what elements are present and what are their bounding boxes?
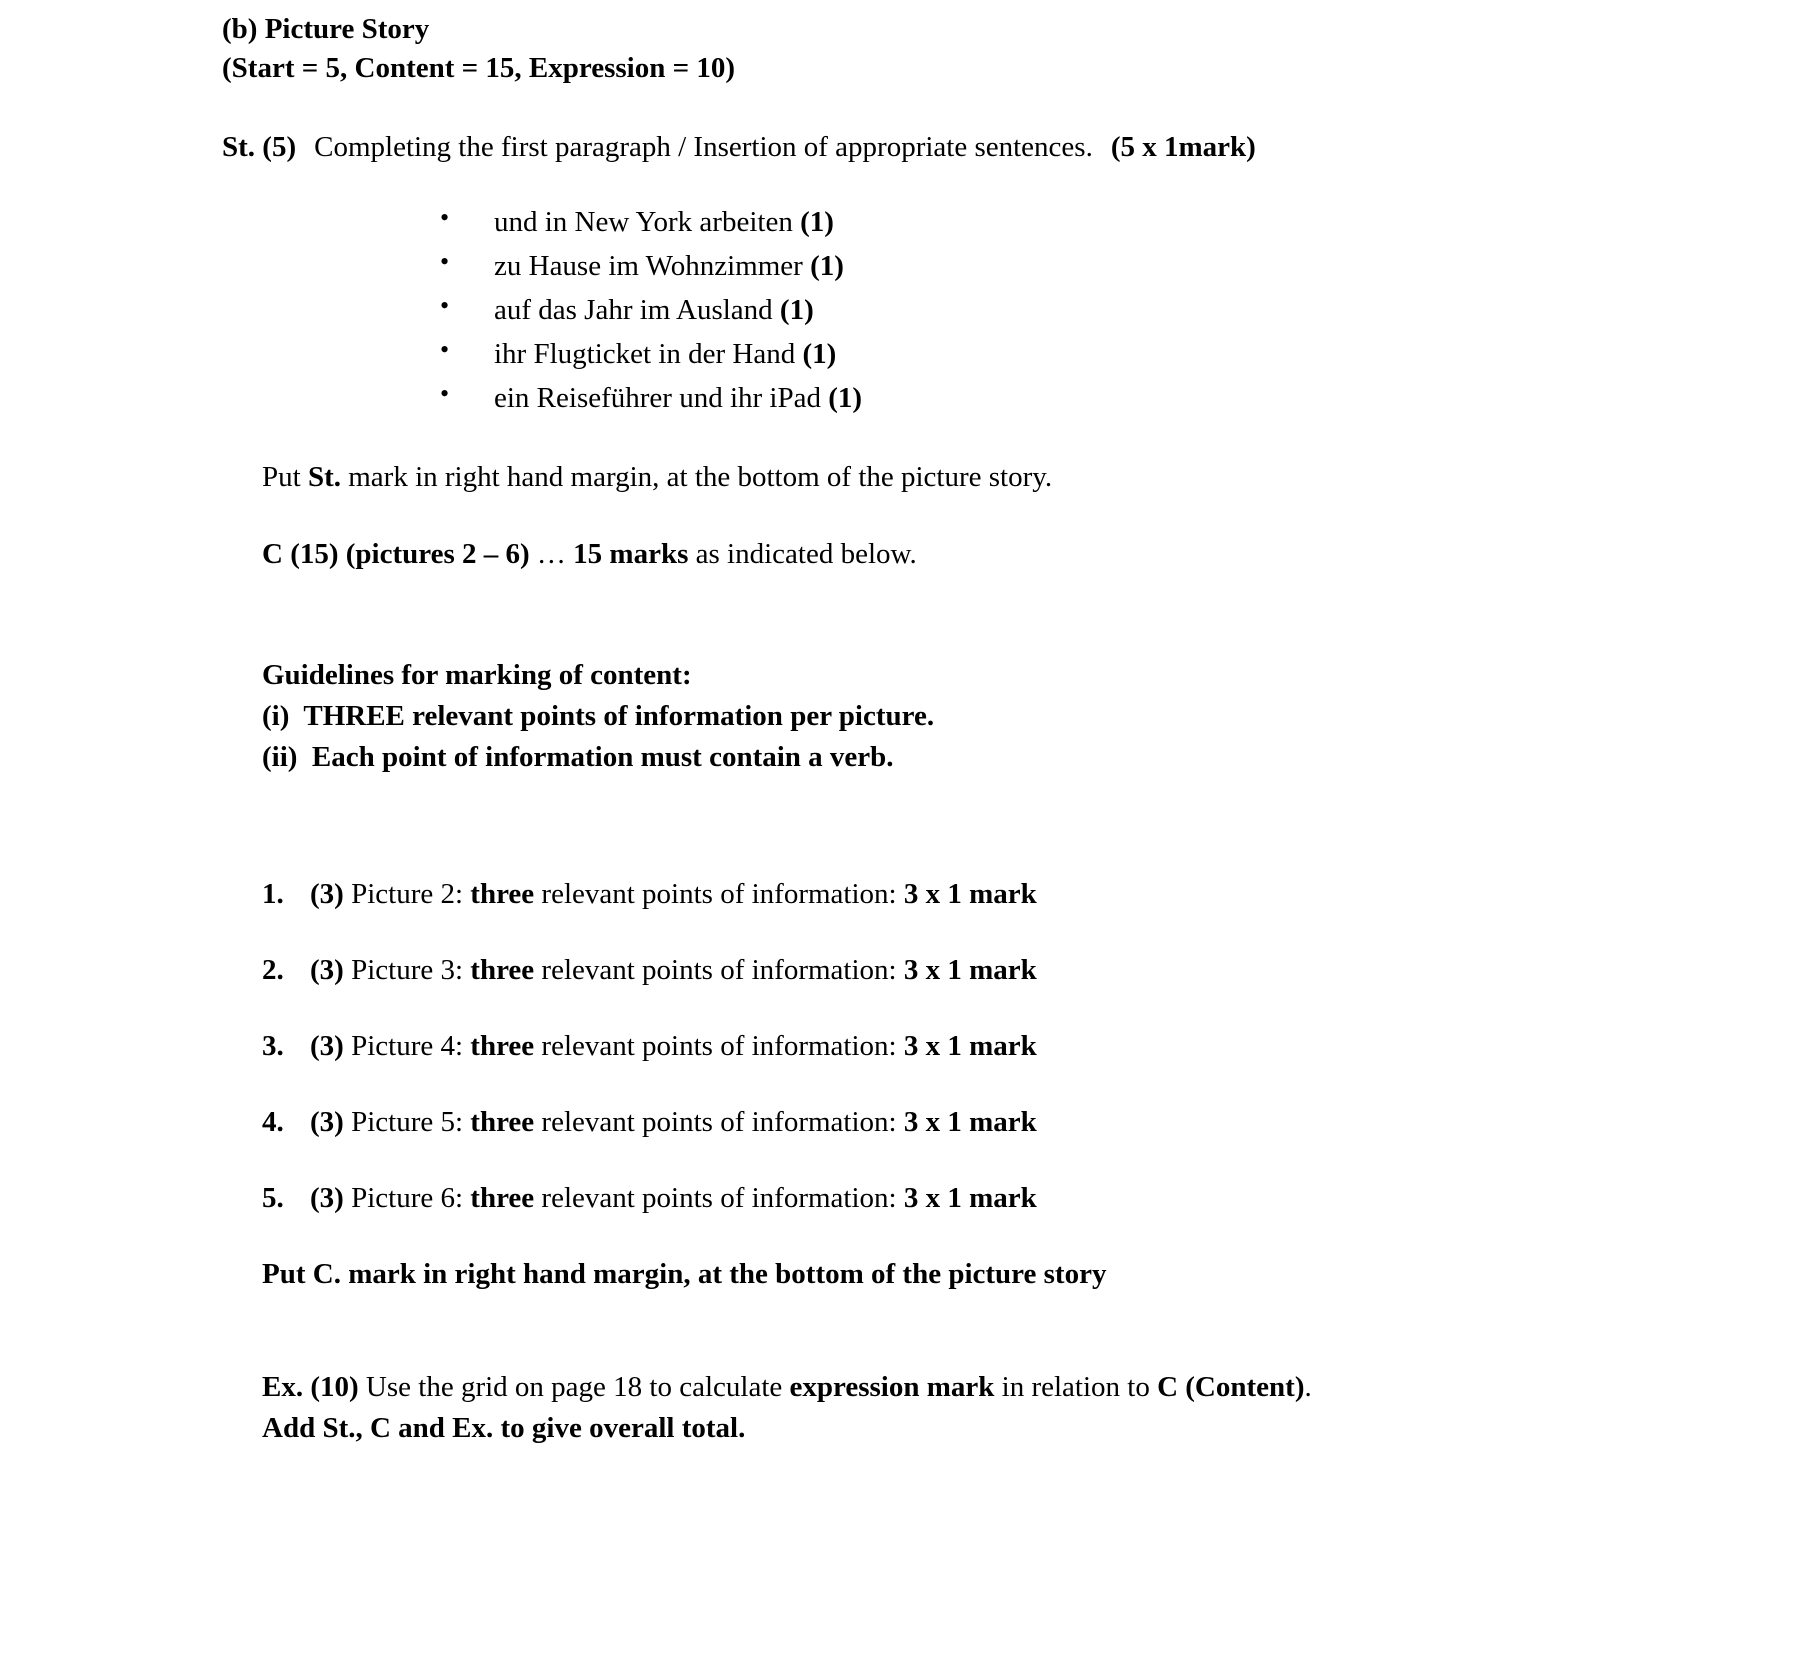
item-bold-word: three <box>470 1030 535 1063</box>
bullet-text: ein Reiseführer und ihr iPad <box>494 382 821 415</box>
item-middle: relevant points of information: <box>541 878 897 911</box>
item-bold-word: three <box>470 954 535 987</box>
item-number: 3. <box>262 1030 284 1063</box>
put-st-bold: St. <box>307 460 341 493</box>
item-picture: Picture 3: <box>351 954 464 987</box>
list-item <box>440 376 1818 420</box>
bullet-text: zu Hause im Wohnzimmer <box>494 250 803 283</box>
put-c-note: Put C. mark in right hand margin, at the bottom of the picture story <box>262 1258 1107 1291</box>
expression-block <box>262 1367 1818 1449</box>
bullet-text: ihr Flugticket in der Hand <box>494 338 796 371</box>
item-marks: (3) <box>310 878 344 911</box>
list-item <box>440 200 1818 244</box>
item-marks: (3) <box>310 1106 344 1139</box>
item-award: 3 x 1 mark <box>903 1030 1037 1063</box>
content-heading-line <box>262 538 1818 571</box>
expression-bold-2: C (Content) <box>1157 1371 1305 1404</box>
list-item <box>440 332 1818 376</box>
item-picture: Picture 2: <box>351 878 464 911</box>
item-award: 3 x 1 mark <box>903 1106 1037 1139</box>
guideline-item-2: (ii) Each point of information must contain a verb. <box>262 740 894 773</box>
list-item <box>262 878 1818 911</box>
item-bold-word: three <box>470 1106 535 1139</box>
list-item <box>262 1182 1818 1215</box>
content-points-list <box>0 878 1818 1215</box>
item-middle: relevant points of information: <box>541 954 897 987</box>
item-number: 1. <box>262 878 284 911</box>
content-heading-tail: as indicated below. <box>688 537 917 570</box>
bullet-text: auf das Jahr im Ausland <box>494 294 773 327</box>
expression-text-2: in relation to <box>994 1371 1158 1404</box>
start-bullet-list <box>0 200 1818 420</box>
item-number: 5. <box>262 1182 284 1215</box>
content-heading-mid: … <box>529 537 574 570</box>
list-item <box>262 1030 1818 1063</box>
item-picture: Picture 6: <box>351 1182 464 1215</box>
guideline-item-1: (i) THREE relevant points of information per picture. <box>262 699 935 732</box>
item-number: 4. <box>262 1106 284 1139</box>
start-label: St. (5) <box>222 131 297 164</box>
bullet-mark: (1) <box>810 250 844 283</box>
expression-line-2: Add St., C and Ex. to give overall total. <box>262 1412 746 1445</box>
item-award: 3 x 1 mark <box>903 878 1037 911</box>
item-marks: (3) <box>310 954 344 987</box>
expression-line-1 <box>262 1367 1818 1408</box>
content-heading-marks: 15 marks <box>573 537 689 570</box>
bullet-mark: (1) <box>800 206 834 239</box>
list-item <box>440 244 1818 288</box>
list-item <box>440 288 1818 332</box>
start-marks-line <box>222 131 1818 164</box>
content-heading-bold: C (15) (pictures 2 – 6) <box>262 537 530 570</box>
item-picture: Picture 5: <box>351 1106 464 1139</box>
expression-text-3: . <box>1304 1371 1312 1404</box>
section-heading: (b) Picture Story <box>222 13 430 45</box>
item-marks: (3) <box>310 1030 344 1063</box>
put-st-post: mark in right hand margin, at the bottom of the picture story. <box>340 460 1053 493</box>
list-item <box>262 1106 1818 1139</box>
put-st-note <box>262 461 1818 494</box>
start-marks: (5 x 1mark) <box>1110 131 1256 164</box>
item-bold-word: three <box>470 1182 535 1215</box>
item-bold-word: three <box>470 878 535 911</box>
expression-label: Ex. (10) <box>262 1371 359 1404</box>
bullet-mark: (1) <box>779 294 814 327</box>
start-text: Completing the first paragraph / Insertion of appropriate sentences. <box>314 131 1093 164</box>
expression-text-1: Use the grid on page 18 to calculate <box>358 1371 790 1404</box>
bullet-mark: (1) <box>828 382 863 415</box>
item-number: 2. <box>262 954 284 987</box>
item-middle: relevant points of information: <box>541 1106 897 1139</box>
item-middle: relevant points of information: <box>541 1182 897 1215</box>
guidelines-block <box>262 655 1818 779</box>
item-award: 3 x 1 mark <box>903 1182 1037 1215</box>
section-subheading: (Start = 5, Content = 15, Expression = 10) <box>222 51 736 84</box>
expression-bold-1: expression mark <box>789 1371 995 1404</box>
list-item <box>262 954 1818 987</box>
put-st-pre: Put <box>262 460 308 493</box>
guidelines-title: Guidelines for marking of content: <box>262 658 692 691</box>
item-award: 3 x 1 mark <box>903 954 1037 987</box>
bullet-mark: (1) <box>802 338 837 371</box>
item-marks: (3) <box>310 1182 344 1215</box>
item-picture: Picture 4: <box>351 1030 464 1063</box>
item-middle: relevant points of information: <box>541 1030 897 1063</box>
bullet-text: und in New York arbeiten <box>494 206 793 239</box>
